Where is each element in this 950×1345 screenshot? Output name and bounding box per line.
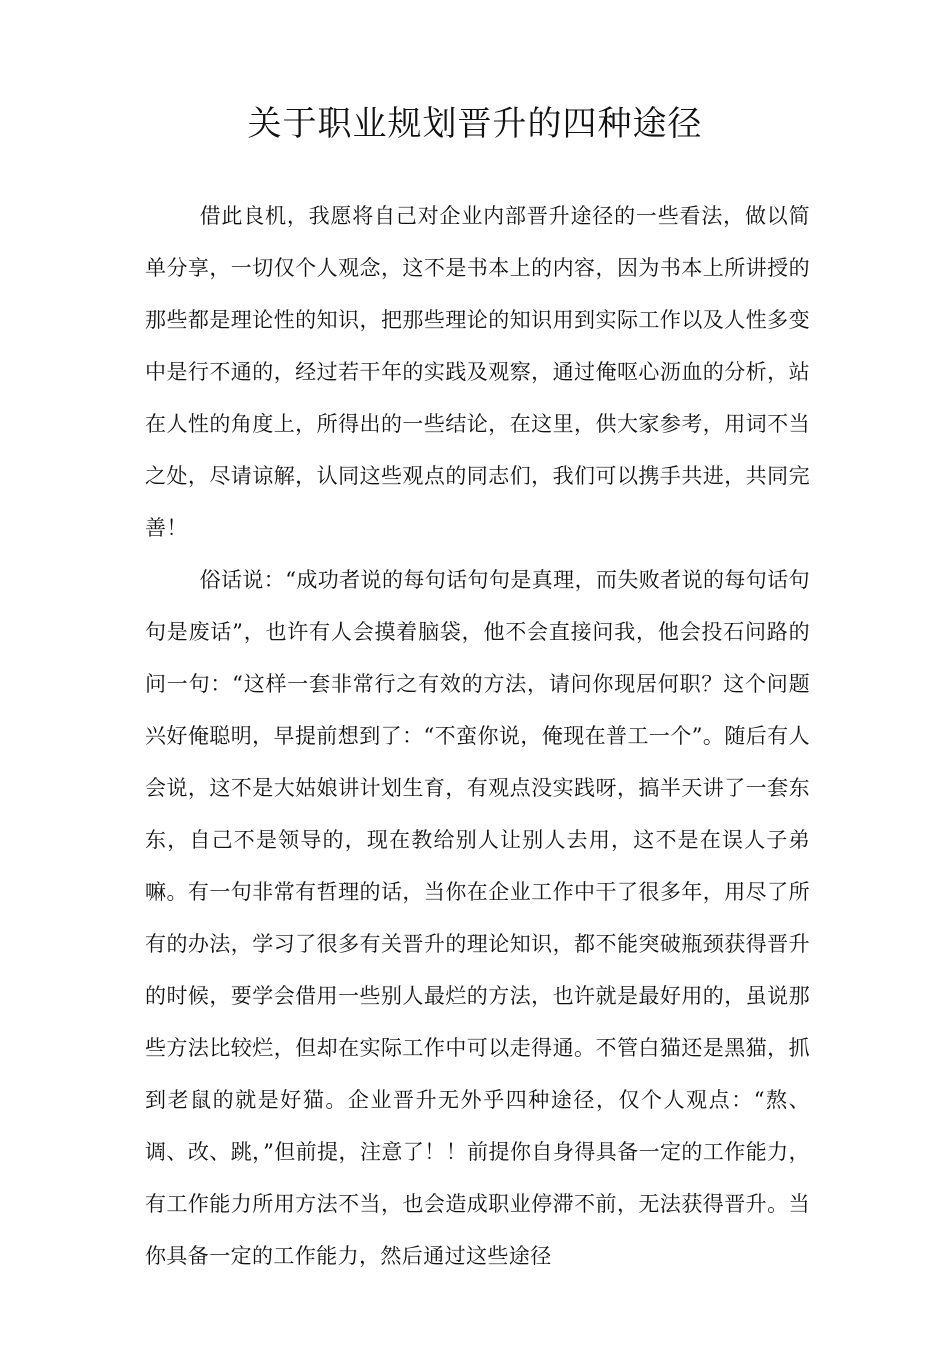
document-title: 关于职业规划晋升的四种途径 [247, 103, 703, 144]
paragraph-intro: 借此良机，我愿将自己对企业内部晋升途径的一些看法，做以简单分享，一切仅个人观念，这不是书本上的内容，因为书本上所讲授的那些都是理论性的知识，把那些理论的知识用到实际工作以及人性多变中是行不通的，经过若干年的实践及观察，通过俺呕心沥血的分析，站在人性的角度上，所得出的一些结论，在这里，供大家参考，用词不当之处，尽请谅解，认同这些观点的同志们，我们可以携手共进，共同完善！ [145, 204, 810, 540]
paragraph-main: 俗话说：“成功者说的每句话句句是真理，而失败者说的每句话句句是废话”，也许有人会摸着脑袋，他不会直接问我，他会投石问路的问一句：“这样一套非常行之有效的方法，请问你现居何职？这个问题兴好俺聪明，早提前想到了：“不蛮你说，俺现在普工一个”。随后有人会说，这不是大姑娘讲计划生育，有观点没实践呀，搞半天讲了一套东东，自己不是领导的，现在教给别人让别人去用，这不是在误人子弟嘛。有一句非常有哲理的话，当你在企业工作中干了很多年，用尽了所有的办法，学习了很多有关晋升的理论知识，都不能突破瓶颈获得晋升的时候，要学会借用一些别人最烂的方法，也许就是最好用的，虽说那些方法比较烂，但却在实际工作中可以走得通。不管白猫还是黑猫，抓到老鼠的就是好猫。企业晋升无外乎四种途径，仅个人观点：“熬、调、改、跳，”但前提，注意了！！前提你自身得具备一定的工作能力，有工作能力所用方法不当，也会造成职业停滞不前，无法获得晋升。当你具备一定的工作能力，然后通过这些途径 [145, 568, 810, 1268]
document-body [145, 190, 810, 1282]
